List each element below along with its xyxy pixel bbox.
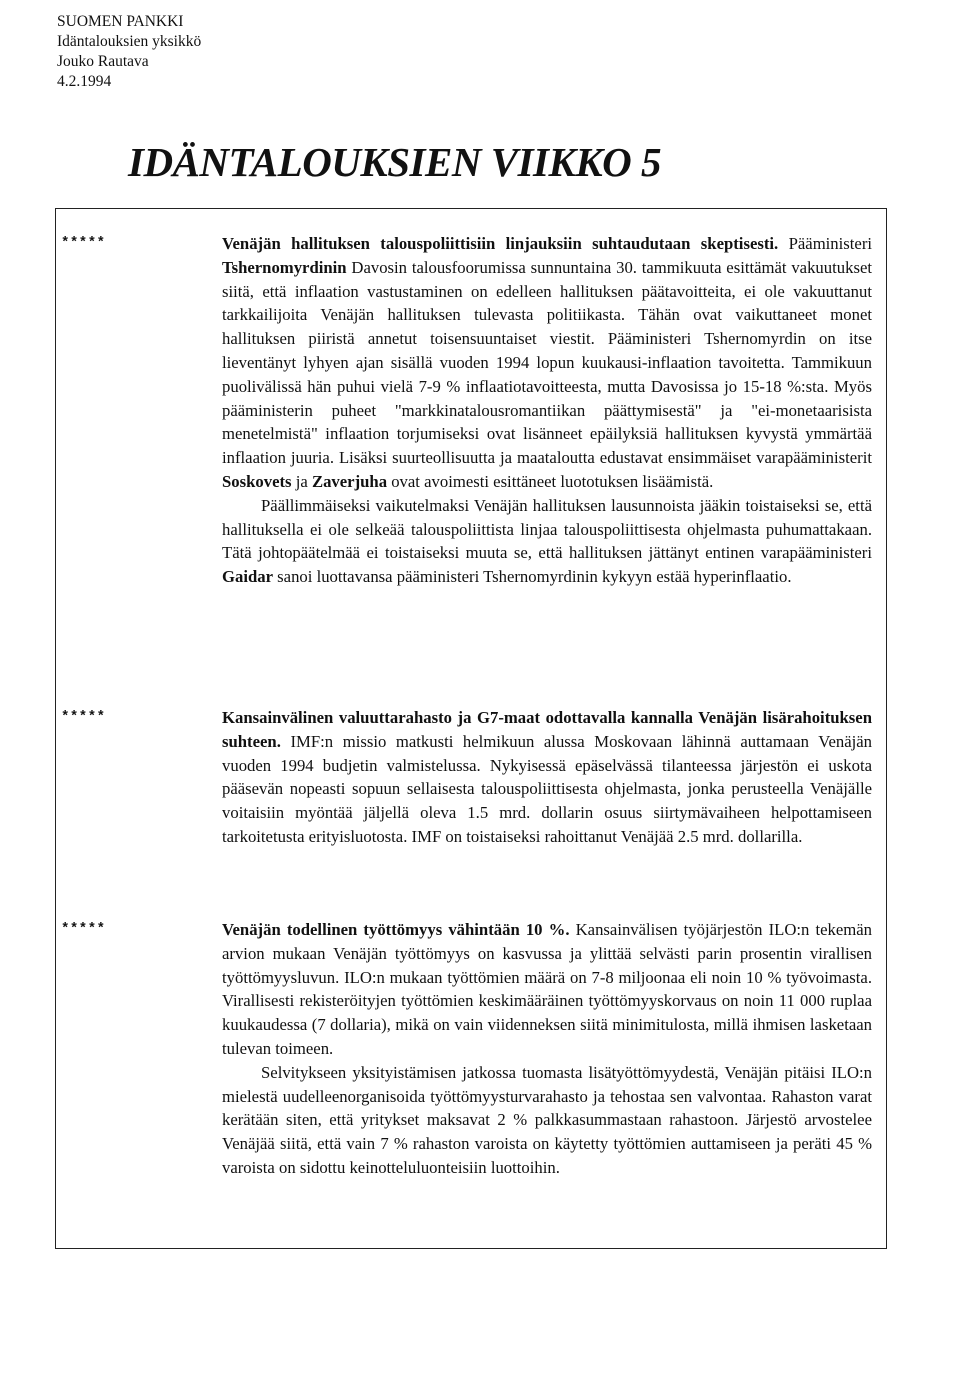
news-paragraph (222, 232, 872, 494)
text-run: Pääministeri (788, 234, 873, 253)
author-name: Jouko Rautava (57, 53, 149, 70)
document-title: IDÄNTALOUKSIEN VIIKKO 5 (128, 139, 662, 185)
news-item-text (222, 706, 872, 849)
news-paragraph (222, 918, 872, 1061)
person-name: Zaverjuha (311, 471, 388, 491)
department-name: Idäntalouksien yksikkö (57, 33, 202, 50)
text-run: sanoi luottavansa pääministeri Tshernomyrdinin kykyyn estää hyperinflaatio. (273, 567, 792, 587)
document-date: 4.2.1994 (57, 73, 112, 90)
item-marker: ***** (61, 235, 106, 251)
news-paragraph (222, 494, 872, 589)
news-paragraph (222, 706, 872, 849)
text-run: ja (291, 471, 312, 491)
news-paragraph: Selvitykseen yksityistämisen jatkossa tuomasta lisätyöttömyydestä, Venäjän pitäisi ILO:n mielestä uudelleenorganisoida työttömyysturvarahasto ja tehostaa sen valvontaa. Rahaston varat kerätään siten, että yritykset maksavat 2 % palkkasummastaan rahastoon. Järjestö arvostelee Venäjää siitä, että vain 7 % rahaston varoista on käytetty työttömien auttamiseen ja peräti 45 % varoista on sidottu keinotteluluonteisiin luottoihin. (222, 1062, 872, 1177)
item-marker: ***** (61, 921, 106, 937)
text-run: ovat avoimesti esittäneet luototuksen lisäämistä. (387, 471, 714, 491)
person-name: Soskovets (222, 471, 292, 491)
news-item-text (222, 918, 872, 1180)
person-name: Gaidar (222, 567, 273, 587)
text-run: Päällimmäiseksi vaikutelmaksi Venäjän hallituksen lausunnoista jääkin toistaiseksi se, että hallituksella ei ole selkeää talouspoliittista linjaa talouspoliittisesta ohjelmasta puhumattakaan. Tätä johtopäätelmää ei toistaiseksi muuta se, että hallituksen jättänyt entinen varapääministeri (222, 495, 872, 563)
news-item-text (222, 232, 872, 589)
text-run: Davosin talousfoorumissa sunnuntaina 30. tammikuuta esittämät vakuutukset siitä, että inflaation vastustaminen on edelleen hallituksen päätavoitteita, ei ole vakuuttanut tarkkailijoita Venäjän hallituksen tulevasta politiikasta. Tähän ovat vaikuttaneet monet hallituksen piiristä annetut toisensuuntaiset viestit. Pääministeri Tshernomyrdin on itse lieventänyt lyhyen ajan sisällä vuoden 1994 lopun kuukausi-inflaation tavoitetta. Tammikuun puolivälissä hän puhui vielä 7-9 % inflaatiotavoitteesta, mutta Davosissa jo 15-18 %:sta. Myös pääministerin puheet "markkinatalousromantiikan päättymisestä" ja "ei-monetaarisista menetelmistä" inflaation torjumiseksi ovat lisänneet epäilyksiä hallituksen kyvystä ymmärtää inflaation juuria. Lisäksi suurteollisuutta ja maataloutta edustavat ensimmäiset varapääministerit (222, 257, 872, 468)
news-headline: Venäjän hallituksen talouspoliittisiin linjauksiin suhtaudutaan skeptisesti. (222, 234, 779, 253)
news-headline: Venäjän todellinen työttömyys vähintään 10 %. (222, 920, 570, 939)
item-marker: ***** (61, 709, 106, 725)
person-name: Tshernomyrdinin (222, 257, 347, 277)
text-run: Kansainvälisen työjärjestön ILO:n tekemän arvion mukaan Venäjän työttömyys on kasvussa ja ylittää selvästi parin prosentin virallisen työttömyysluvun. ILO:n mukaan työttömien määrä on 7-8 miljoonaa eli noin 10 % työvoimasta. Virallisesti rekisteröityjen työttömien keskimääräinen työttömyyskorvaus on noin 11 000 ruplaa kuukaudessa (7 dollaria), mikä on vain viidenneksen siitä minimitulosta, millä ihmisen lasketaan tulevan toimeen. (222, 920, 872, 1058)
document-header (57, 12, 201, 92)
text-run: IMF:n missio matkusti helmikuun alussa Moskovaan lähinnä auttamaan Venäjän vuoden 1994 budjetin valmistelussa. Nykyisessä epäselvässä tilanteessa järjestön ei uskota pääsevän nopeasti sopuun sellaisesta talouspoliittisesta ohjelmasta, jonka perusteella Venäjälle voitaisiin myöntää jäljellä oleva 1.5 mrd. dollarin osuus siirtymävaiheen helpottamiseen tarkoitetusta erityisluotosta. IMF on toistaiseksi rahoittanut Venäjää 2.5 mrd. dollarilla. (222, 731, 872, 846)
organization-name: SUOMEN PANKKI (57, 13, 184, 30)
news-headline: Kansainvälinen valuuttarahasto ja G7-maat odottavalla kannalla Venäjän lisärahoituksen suhteen. (222, 708, 872, 751)
